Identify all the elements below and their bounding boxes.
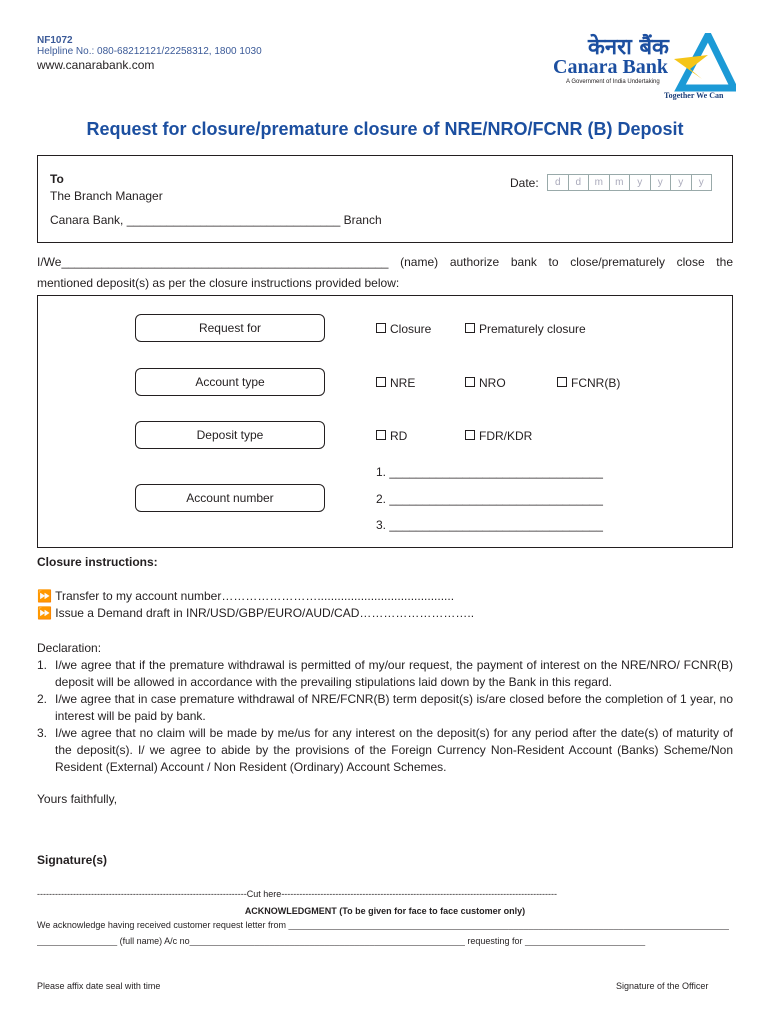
- form-code: NF1072: [37, 35, 73, 46]
- date-cell[interactable]: y: [630, 175, 651, 190]
- logo-subtitle: A Government of India Undertaking: [566, 79, 660, 85]
- logo-english-text: Canara Bank: [553, 56, 669, 78]
- premature-closure-checkbox[interactable]: [465, 322, 586, 336]
- website-link[interactable]: www.canarabank.com: [37, 58, 155, 72]
- fdr-kdr-checkbox[interactable]: [465, 429, 532, 443]
- checkbox-icon[interactable]: [465, 323, 475, 333]
- cut-line: ----------------------------------------------------------------------Cut here--------------------------------------------------------------------------------------------: [37, 889, 558, 899]
- officer-signature-label: Signature of the Officer: [616, 981, 709, 991]
- fdr-kdr-option-label: FDR/KDR: [479, 429, 533, 443]
- date-cell[interactable]: d: [548, 175, 569, 190]
- declaration-item-text: I/we agree that no claim will be made by me/us for any interest on the deposit(s) for any period after the date(s) of maturity of the deposit(s). I/ we agree to abide by the provisions of the Foreign Currency Non-Resident Account (Banks) Scheme/Non Resident (External) Account / Non Resident (Ordinary) Account Schemes.: [55, 726, 733, 774]
- date-field[interactable]: [547, 174, 712, 191]
- acknowledgment-line-2[interactable]: ________________ (full name) A/c no_______________________________________________________ requesting for ________________________: [37, 936, 646, 946]
- arrow-bullet-icon: ⏩: [37, 589, 56, 603]
- declaration-item: 2. I/we agree that in case premature withdrawal of NRE/FCNR(B) term deposit(s) is/are closed before the completion of 1 year, no interest will be paid by bank.: [37, 692, 733, 723]
- branch-name-field[interactable]: Canara Bank, ________________________________ Branch: [50, 213, 382, 227]
- account-number-field[interactable]: 2. ________________________________: [376, 492, 603, 506]
- date-cell[interactable]: y: [671, 175, 692, 190]
- request-for-label: Request for: [135, 314, 325, 342]
- declaration-section: [37, 640, 733, 776]
- date-cell[interactable]: y: [698, 177, 704, 188]
- fcnr-checkbox[interactable]: [557, 376, 620, 390]
- checkbox-icon[interactable]: [376, 323, 386, 333]
- date-cell[interactable]: m: [610, 175, 631, 190]
- checkbox-icon[interactable]: [465, 430, 475, 440]
- arrow-bullet-icon: ⏩: [37, 606, 56, 620]
- closure-option-label: Closure: [390, 322, 432, 336]
- to-label: To: [50, 172, 64, 186]
- declaration-heading: Declaration:: [37, 641, 102, 655]
- demand-draft-instruction-text: Issue a Demand draft in INR/USD/GBP/EURO/AUD/CAD………………………..: [55, 606, 475, 620]
- account-number-label: Account number: [135, 484, 325, 512]
- declaration-item: 1. I/we agree that if the premature withdrawal is permitted of my/our request, the payment of interest on the NRE/NRO/ FCNR(B) deposit will be allowed in accordance with the prevailing stipulations laid down by the Bank in this regard.: [37, 658, 733, 689]
- checkbox-icon[interactable]: [376, 377, 386, 387]
- acknowledgment-title: ACKNOWLEDGMENT (To be given for face to face customer only): [244, 906, 526, 916]
- authorization-text[interactable]: I/We_________________________________________________ (name) authorize bank to close/prematurely close the mentioned deposit(s) as per the closure instructions provided below:: [37, 255, 733, 290]
- checkbox-icon[interactable]: [557, 377, 567, 387]
- declaration-item-text: I/we agree that if the premature withdrawal is permitted of my/our request, the payment of interest on the NRE/NRO/ FCNR(B) deposit will be allowed in accordance with the prevailing stipulations laid down by the Bank in this regard.: [55, 658, 733, 689]
- date-cell[interactable]: y: [651, 175, 672, 190]
- account-number-field[interactable]: 3. ________________________________: [376, 518, 603, 532]
- date-cell[interactable]: m: [589, 175, 610, 190]
- page-title: Request for closure/premature closure of NRE/NRO/FCNR (B) Deposit: [86, 119, 684, 139]
- premature-closure-option-label: Prematurely closure: [479, 322, 586, 336]
- nre-checkbox[interactable]: [376, 376, 415, 390]
- signature-label: Signature(s): [37, 853, 108, 867]
- checkbox-icon[interactable]: [376, 430, 386, 440]
- nro-option-label: NRO: [479, 376, 506, 390]
- tagline: Together We Can: [664, 91, 724, 100]
- rd-checkbox[interactable]: [376, 429, 407, 443]
- helpline-text: Helpline No.: 080-68212121/22258312, 1800 1030: [37, 46, 262, 57]
- closing-text: Yours faithfully,: [37, 792, 118, 806]
- transfer-instruction[interactable]: [37, 589, 454, 603]
- closure-instructions-heading: Closure instructions:: [37, 555, 158, 569]
- account-number-field[interactable]: 1. ________________________________: [376, 465, 603, 479]
- affix-seal-text: Please affix date seal with time: [37, 981, 161, 991]
- account-type-label: Account type: [135, 368, 325, 396]
- declaration-item-text: I/we agree that in case premature withdrawal of NRE/FCNR(B) term deposit(s) is/are closed before the completion of 1 year, no interest will be paid by bank.: [55, 692, 733, 723]
- rd-option-label: RD: [390, 429, 408, 443]
- logo-hindi-text: केनरा बैंक: [588, 35, 669, 60]
- nre-option-label: NRE: [390, 376, 416, 390]
- declaration-item: 3. I/we agree that no claim will be made by me/us for any interest on the deposit(s) for any period after the date(s) of maturity of the deposit(s). I/ we agree to abide by the provisions of the Foreign Currency Non-Resident Account (Banks) Scheme/Non Resident (External) Account / Non Resident (Ordinary) Account Schemes.: [37, 726, 733, 774]
- transfer-instruction-text: Transfer to my account number…………………….........................................: [55, 589, 455, 603]
- fcnr-option-label: FCNR(B): [571, 376, 621, 390]
- demand-draft-instruction[interactable]: [37, 606, 474, 620]
- canara-logo-icon: [672, 33, 736, 93]
- branch-manager-label: The Branch Manager: [50, 189, 163, 203]
- acknowledgment-line-1[interactable]: We acknowledge having received customer request letter from ________________________________________________________________________________________: [37, 920, 729, 930]
- deposit-type-label: Deposit type: [135, 421, 325, 449]
- checkbox-icon[interactable]: [465, 377, 475, 387]
- closure-checkbox[interactable]: [376, 322, 431, 336]
- nro-checkbox[interactable]: [465, 376, 506, 390]
- date-label: Date:: [510, 176, 539, 190]
- date-cell[interactable]: d: [569, 175, 590, 190]
